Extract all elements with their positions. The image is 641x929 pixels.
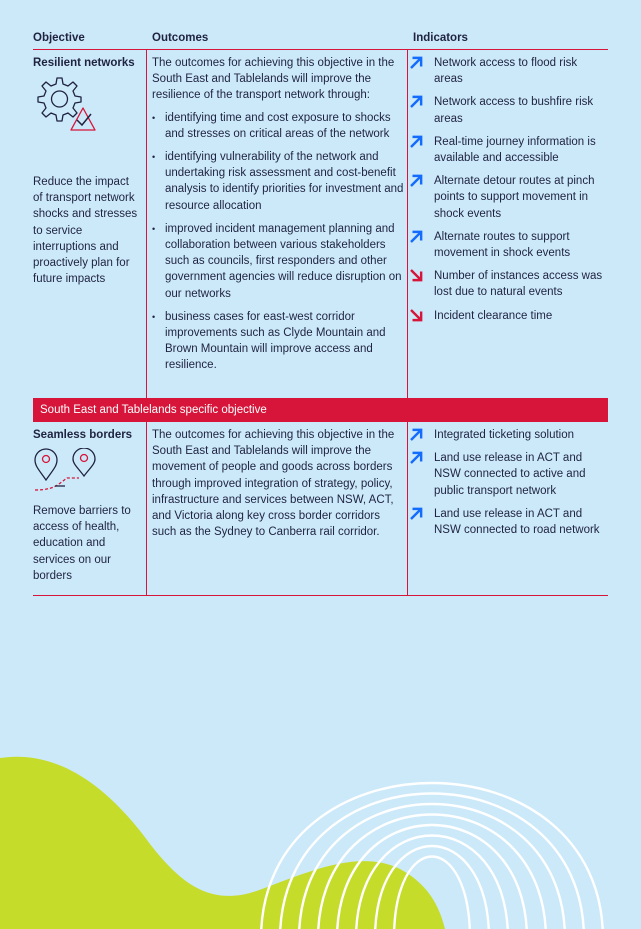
trend-up-arrow-icon [410, 135, 423, 148]
table-row [33, 422, 608, 595]
indicator-text: Land use release in ACT and NSW connected to road network [434, 507, 600, 537]
trend-up-arrow-icon [410, 56, 423, 69]
objective-title: Resilient networks [33, 57, 135, 69]
indicator-item [434, 506, 608, 538]
specific-objective-banner: South East and Tablelands specific objective [33, 398, 608, 422]
outcome-text: The outcomes for achieving this objective in the South East and Tablelands will improve the movement of people and goods across borders through improved integration of strategy, policy, infrastructure and services between NSW, ACT, and Victoria along key cross border corridors such as the Sydney to Canberra rail corridor. [152, 429, 395, 539]
trend-down-arrow-icon [410, 309, 423, 322]
outcomes-cell [146, 50, 408, 399]
indicator-item [434, 268, 608, 300]
indicator-item [434, 229, 608, 261]
outcome-bullets [152, 110, 407, 374]
trend-up-arrow-icon [410, 95, 423, 108]
trend-up-arrow-icon [410, 230, 423, 243]
objective-cell [33, 50, 146, 399]
indicator-item [434, 55, 608, 87]
gear-check-icon [33, 74, 97, 136]
indicator-text: Alternate detour routes at pinch points to support movement in shock events [434, 175, 595, 220]
outcome-bullet: • business cases for east-west corridor improvements such as Clyde Mountain and Brown Mountain will improve access and resilience. [152, 309, 407, 374]
objective-description: Reduce the impact of transport network shocks and stresses to service interruptions and proactively plan for future impacts [33, 176, 138, 286]
indicator-text: Land use release in ACT and NSW connected to active and public transport network [434, 452, 586, 497]
trend-down-arrow-icon [410, 269, 423, 282]
trend-up-arrow-icon [410, 174, 423, 187]
indicator-text: Number of instances access was lost due to natural events [434, 270, 603, 299]
indicator-item [434, 450, 608, 499]
trend-up-arrow-icon [410, 451, 423, 464]
table-row [33, 50, 608, 399]
map-pins-icon [33, 448, 99, 496]
indicators-cell [407, 50, 608, 399]
indicator-item [434, 173, 608, 222]
indicator-text: Integrated ticketing solution [434, 429, 575, 441]
table-header [33, 30, 608, 50]
indicator-text: Real-time journey information is available and accessible [434, 135, 596, 165]
indicator-text: Network access to flood risk areas [434, 57, 578, 86]
indicator-item [434, 94, 608, 126]
objective-cell [33, 422, 146, 595]
indicator-text: Network access to bushfire risk areas [434, 96, 594, 125]
header-outcomes: Outcomes [152, 32, 209, 44]
outcome-bullet: • identifying vulnerability of the network and undertaking risk assessment and cost-benefit analysis to identify priorities for investment and resource allocation [152, 149, 407, 214]
objectives-table [33, 30, 608, 582]
header-indicators: Indicators [413, 32, 468, 44]
indicator-item [434, 308, 608, 324]
indicators-cell [407, 422, 608, 595]
trend-up-arrow-icon [410, 507, 423, 520]
outcome-intro: The outcomes for achieving this objective in the South East and Tablelands will improve the resilience of the transport network through: [152, 57, 395, 102]
decorative-waves [0, 749, 641, 929]
outcome-bullet: • improved incident management planning and collaboration between various stakeholders such as councils, first responders and other government agencies will reduce disruption on our networks [152, 221, 407, 302]
indicator-text: Alternate routes to support movement in shock events [434, 230, 571, 260]
objective-title: Seamless borders [33, 429, 133, 441]
header-objective: Objective [33, 32, 85, 44]
outcomes-cell [146, 422, 408, 595]
trend-up-arrow-icon [410, 428, 423, 441]
objective-description: Remove barriers to access of health, education and services on our borders [33, 505, 131, 582]
indicator-item [434, 427, 608, 443]
outcome-bullet: • identifying time and cost exposure to shocks and stresses on critical areas of the network [152, 110, 407, 142]
table-bottom-rule [33, 595, 608, 596]
indicator-item [434, 134, 608, 166]
indicator-text: Incident clearance time [434, 309, 553, 322]
